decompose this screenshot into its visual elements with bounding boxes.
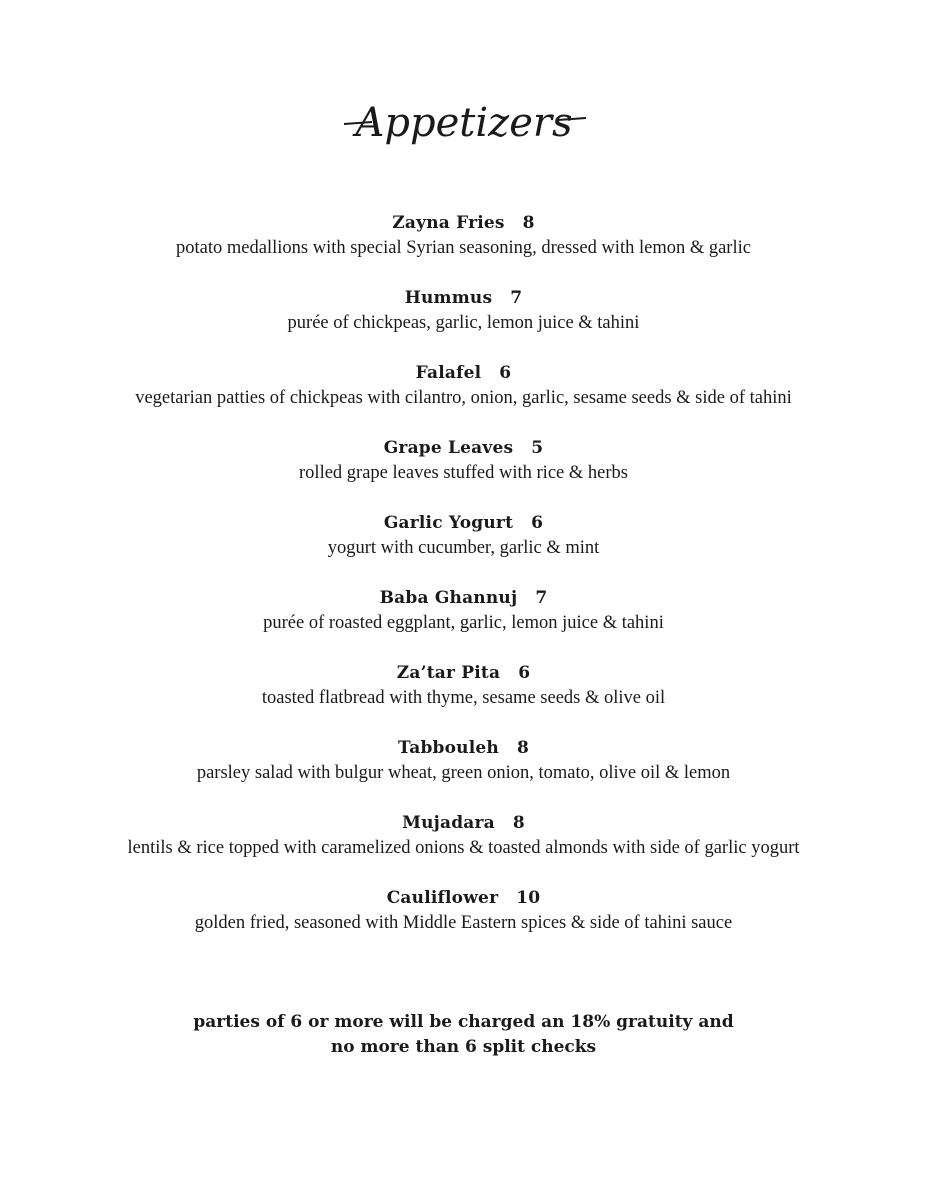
menu-item [0, 510, 927, 585]
item-description: yogurt with cucumber, garlic & mint [327, 538, 600, 558]
item-name: Falafel [415, 363, 482, 383]
item-description: purée of chickpeas, garlic, lemon juice & tahini [287, 313, 640, 333]
item-description: purée of roasted eggplant, garlic, lemon juice & tahini [263, 613, 664, 633]
item-price: 8 [512, 813, 525, 833]
item-description: vegetarian patties of chickpeas with cilantro, onion, garlic, sesame seeds & side of tahini [135, 388, 792, 408]
item-price: 10 [516, 888, 541, 908]
menu-item [0, 360, 927, 435]
notice-line-1: parties of 6 or more will be charged an 18% gratuity and [193, 1012, 734, 1032]
menu-item [0, 435, 927, 510]
notice-line-2: no more than 6 split checks [330, 1037, 597, 1057]
menu-item [0, 810, 927, 885]
item-name: Mujadara [402, 813, 495, 833]
menu-list [0, 210, 927, 960]
item-description: toasted flatbread with thyme, sesame seeds & olive oil [261, 688, 666, 708]
title-script [314, 92, 614, 162]
item-description: rolled grape leaves stuffed with rice & herbs [299, 463, 628, 483]
item-price: 8 [522, 213, 535, 233]
menu-item [0, 210, 927, 285]
item-price: 6 [531, 513, 544, 533]
item-name: Tabbouleh [398, 738, 499, 758]
item-name: Cauliflower [386, 888, 499, 908]
item-name: Za’tar Pita [396, 663, 501, 683]
item-name: Garlic Yogurt [383, 513, 514, 533]
menu-item [0, 285, 927, 360]
item-price: 5 [531, 438, 544, 458]
menu-item [0, 735, 927, 810]
item-name: Hummus [404, 288, 493, 308]
item-description: parsley salad with bulgur wheat, green onion, tomato, olive oil & lemon [196, 763, 731, 783]
item-description: lentils & rice topped with caramelized onions & toasted almonds with side of garlic yogurt [127, 838, 800, 858]
item-price: 7 [510, 288, 523, 308]
item-name: Baba Ghannuj [379, 588, 518, 608]
menu-item [0, 585, 927, 660]
title-text: Appetizers [354, 100, 573, 146]
item-price: 7 [535, 588, 548, 608]
item-description: potato medallions with special Syrian seasoning, dressed with lemon & garlic [176, 238, 751, 258]
section-title [0, 92, 927, 162]
item-description: golden fried, seasoned with Middle Eastern spices & side of tahini sauce [194, 913, 733, 933]
item-name: Zayna Fries [392, 213, 505, 233]
item-name: Grape Leaves [383, 438, 514, 458]
menu-item [0, 660, 927, 735]
gratuity-notice [0, 1010, 927, 1060]
item-price: 6 [499, 363, 512, 383]
item-price: 8 [516, 738, 529, 758]
item-price: 6 [518, 663, 531, 683]
menu-item [0, 885, 927, 960]
